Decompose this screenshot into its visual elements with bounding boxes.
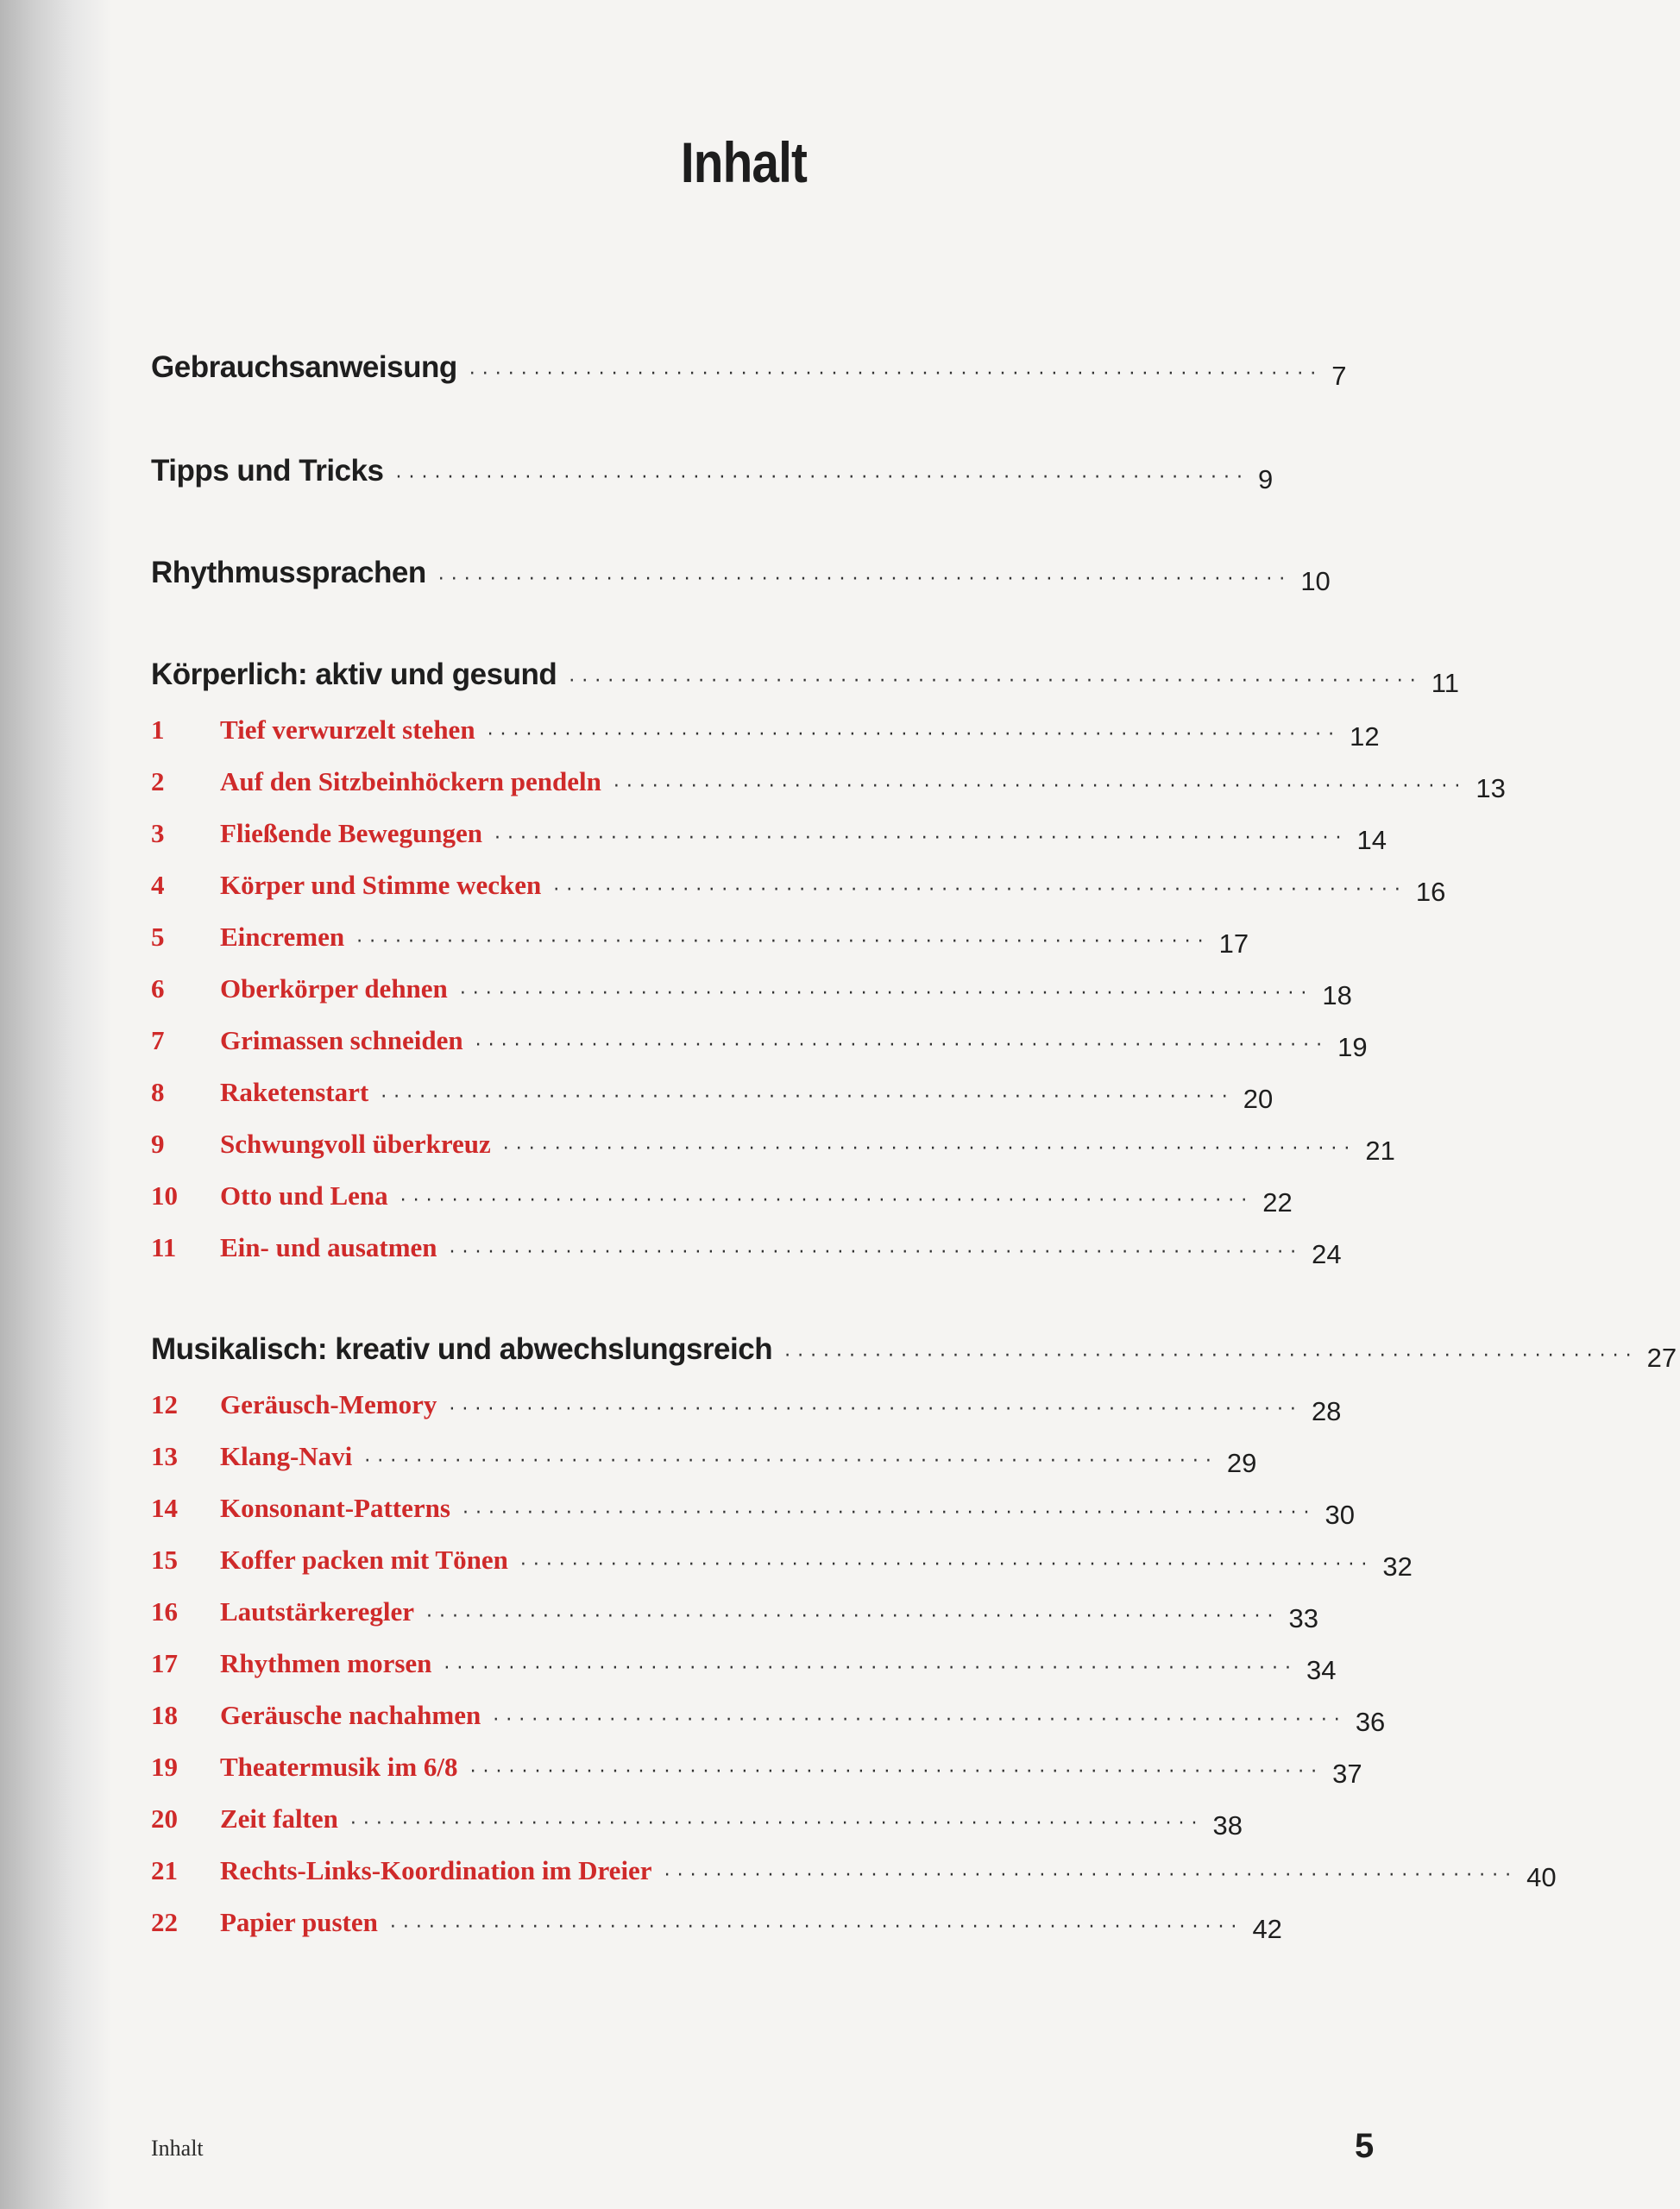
entry-page: 34	[1306, 1655, 1337, 1685]
entry-label: Rhythmen morsen	[220, 1648, 432, 1678]
entry-number: 6	[151, 973, 165, 1004]
section-label: Gebrauchsanweisung	[151, 350, 457, 384]
entry-number: 9	[151, 1129, 165, 1159]
entry-number: 10	[151, 1180, 178, 1211]
toc-entry[interactable]	[151, 1527, 1413, 1582]
entry-number: 1	[151, 714, 165, 745]
entry-number: 19	[151, 1752, 178, 1782]
entry-page: 13	[1476, 773, 1506, 803]
entry-number: 5	[151, 922, 165, 952]
dot-leader: ··································································	[553, 879, 1407, 901]
book-spine-shadow	[0, 0, 112, 2209]
dot-leader: ··································································	[487, 724, 1342, 746]
entry-label: Fließende Bewegungen	[220, 818, 482, 848]
entry-number: 14	[151, 1493, 178, 1523]
entry-page: 17	[1218, 928, 1249, 959]
entry-number: 18	[151, 1700, 178, 1730]
entry-page: 37	[1332, 1759, 1362, 1789]
entry-number: 3	[151, 818, 165, 848]
toc-entry[interactable]	[151, 853, 1446, 907]
dot-leader: ··································································	[493, 1709, 1347, 1731]
dot-leader: ··································································	[437, 569, 1293, 590]
dot-leader: ··································································	[425, 1606, 1280, 1627]
section-page: 10	[1300, 566, 1331, 596]
toc-entry[interactable]	[151, 1111, 1395, 1166]
footer-page-number: 5	[1355, 2127, 1375, 2165]
entry-page: 22	[1262, 1187, 1293, 1218]
dot-leader: ··································································	[381, 1086, 1235, 1108]
dot-leader: ··································································	[389, 1916, 1244, 1938]
entry-number: 8	[151, 1077, 165, 1107]
toc-entry[interactable]	[151, 1060, 1274, 1114]
entry-number: 7	[151, 1025, 165, 1055]
toc-section-tipps[interactable]	[151, 440, 1274, 494]
toc-entry[interactable]	[151, 1579, 1319, 1633]
dot-leader: ··································································	[475, 1035, 1330, 1056]
toc-entry[interactable]	[151, 801, 1387, 855]
toc-entry[interactable]	[151, 956, 1352, 1010]
dot-leader: ··································································	[356, 931, 1211, 953]
entry-page: 12	[1350, 721, 1380, 752]
entry-page: 28	[1311, 1396, 1342, 1426]
entry-number: 21	[151, 1855, 178, 1885]
entry-page: 33	[1288, 1603, 1319, 1633]
section-page: 9	[1258, 464, 1274, 494]
entry-label: Auf den Sitzbeinhöckern pendeln	[220, 766, 601, 796]
entry-page: 21	[1365, 1136, 1395, 1166]
entry-number: 4	[151, 870, 165, 900]
entry-label: Konsonant-Patterns	[220, 1493, 450, 1523]
entry-page: 20	[1243, 1084, 1274, 1114]
entry-label: Theatermusik im 6/8	[220, 1752, 458, 1782]
entry-number: 12	[151, 1389, 178, 1419]
section-label: Tipps und Tricks	[151, 454, 384, 488]
entry-page: 18	[1322, 980, 1352, 1010]
entry-label: Eincremen	[220, 922, 345, 952]
toc-entry[interactable]	[151, 1838, 1557, 1892]
entry-page: 30	[1324, 1500, 1355, 1530]
dot-leader: ··································································	[364, 1451, 1218, 1472]
entry-page: 42	[1252, 1914, 1282, 1944]
entry-label: Körper und Stimme wecken	[220, 870, 542, 900]
entry-label: Geräusche nachahmen	[220, 1700, 481, 1730]
entry-label: Oberkörper dehnen	[220, 973, 448, 1004]
section-label: Körperlich: aktiv und gesund	[151, 658, 557, 691]
dot-leader: ··································································	[444, 1658, 1298, 1679]
entry-label: Schwungvoll überkreuz	[220, 1129, 491, 1159]
entry-label: Zeit falten	[220, 1803, 338, 1834]
entry-number: 22	[151, 1907, 178, 1937]
toc-entry[interactable]	[151, 1215, 1342, 1269]
dot-leader: ··································································	[664, 1865, 1519, 1886]
entry-page: 16	[1415, 877, 1446, 907]
entry-label: Raketenstart	[220, 1077, 369, 1107]
footer-running-title: Inhalt	[151, 2136, 204, 2161]
entry-label: Koffer packen mit Tönen	[220, 1545, 508, 1575]
entry-label: Rechts-Links-Koordination im Dreier	[220, 1855, 652, 1885]
toc-section-gebrauchsanweisung[interactable]	[151, 337, 1347, 391]
dot-leader: ··································································	[349, 1813, 1205, 1835]
entry-label: Grimassen schneiden	[220, 1025, 463, 1055]
dot-leader: ··································································	[502, 1138, 1357, 1160]
toc-entry[interactable]	[151, 904, 1249, 959]
entry-number: 20	[151, 1803, 178, 1834]
entry-number: 13	[151, 1441, 178, 1471]
toc-entry[interactable]	[151, 1424, 1257, 1478]
toc-entry[interactable]	[151, 1163, 1293, 1218]
entry-label: Lautstärkeregler	[220, 1596, 414, 1627]
entry-page: 24	[1312, 1239, 1342, 1269]
entry-label: Papier pusten	[220, 1907, 378, 1937]
toc-section-rhythmussprachen[interactable]	[151, 542, 1331, 596]
entry-label: Geräusch-Memory	[220, 1389, 437, 1419]
section-page: 11	[1431, 668, 1459, 698]
section-label: Rhythmussprachen	[151, 556, 426, 589]
dot-leader: ··································································	[459, 983, 1314, 1004]
dot-leader: ··································································	[469, 363, 1324, 385]
toc-entry[interactable]	[151, 697, 1380, 752]
entry-number: 11	[151, 1232, 177, 1262]
section-page: 27	[1646, 1343, 1677, 1373]
toc-entry[interactable]	[151, 1890, 1282, 1944]
entry-number: 15	[151, 1545, 178, 1575]
dot-leader: ··································································	[395, 467, 1250, 488]
dot-leader: ··································································	[462, 1502, 1317, 1524]
page-title: Inhalt	[680, 130, 808, 194]
entry-label: Ein- und ausatmen	[220, 1232, 437, 1262]
entry-label: Tief verwurzelt stehen	[220, 714, 475, 745]
dot-leader: ··································································	[449, 1399, 1303, 1420]
section-label: Musikalisch: kreativ und abwechslungsreich	[151, 1332, 773, 1366]
entry-page: 36	[1355, 1707, 1386, 1737]
dot-leader: ··································································	[519, 1554, 1375, 1576]
entry-page: 40	[1526, 1862, 1557, 1892]
toc-entry[interactable]	[151, 1734, 1362, 1789]
entry-page: 32	[1382, 1551, 1413, 1582]
entry-page: 29	[1226, 1448, 1257, 1478]
toc-section-koerperlich[interactable]	[151, 644, 1459, 698]
toc-entry[interactable]	[151, 1476, 1355, 1530]
entry-page: 38	[1212, 1810, 1243, 1841]
entry-page: 14	[1356, 825, 1387, 855]
entry-page: 19	[1337, 1032, 1368, 1062]
dot-leader: ··································································	[449, 1242, 1304, 1263]
toc-entry[interactable]	[151, 1372, 1342, 1426]
entry-number: 17	[151, 1648, 178, 1678]
dot-leader: ··································································	[613, 776, 1468, 797]
dot-leader: ··································································	[784, 1345, 1639, 1367]
entry-label: Klang-Navi	[220, 1441, 353, 1471]
dot-leader: ··································································	[400, 1190, 1255, 1211]
entry-label: Otto und Lena	[220, 1180, 388, 1211]
toc-entry[interactable]	[151, 1008, 1368, 1062]
toc-entry[interactable]	[151, 1786, 1243, 1841]
dot-leader: ··································································	[569, 670, 1423, 692]
toc-entry[interactable]	[151, 1631, 1337, 1685]
toc-section-musikalisch[interactable]	[151, 1318, 1677, 1373]
entry-number: 2	[151, 766, 165, 796]
dot-leader: ··································································	[494, 828, 1349, 849]
entry-number: 16	[151, 1596, 178, 1627]
toc-entry[interactable]	[151, 749, 1506, 803]
section-page: 7	[1331, 361, 1347, 391]
dot-leader: ··································································	[469, 1761, 1324, 1783]
toc-entry[interactable]	[151, 1683, 1386, 1737]
